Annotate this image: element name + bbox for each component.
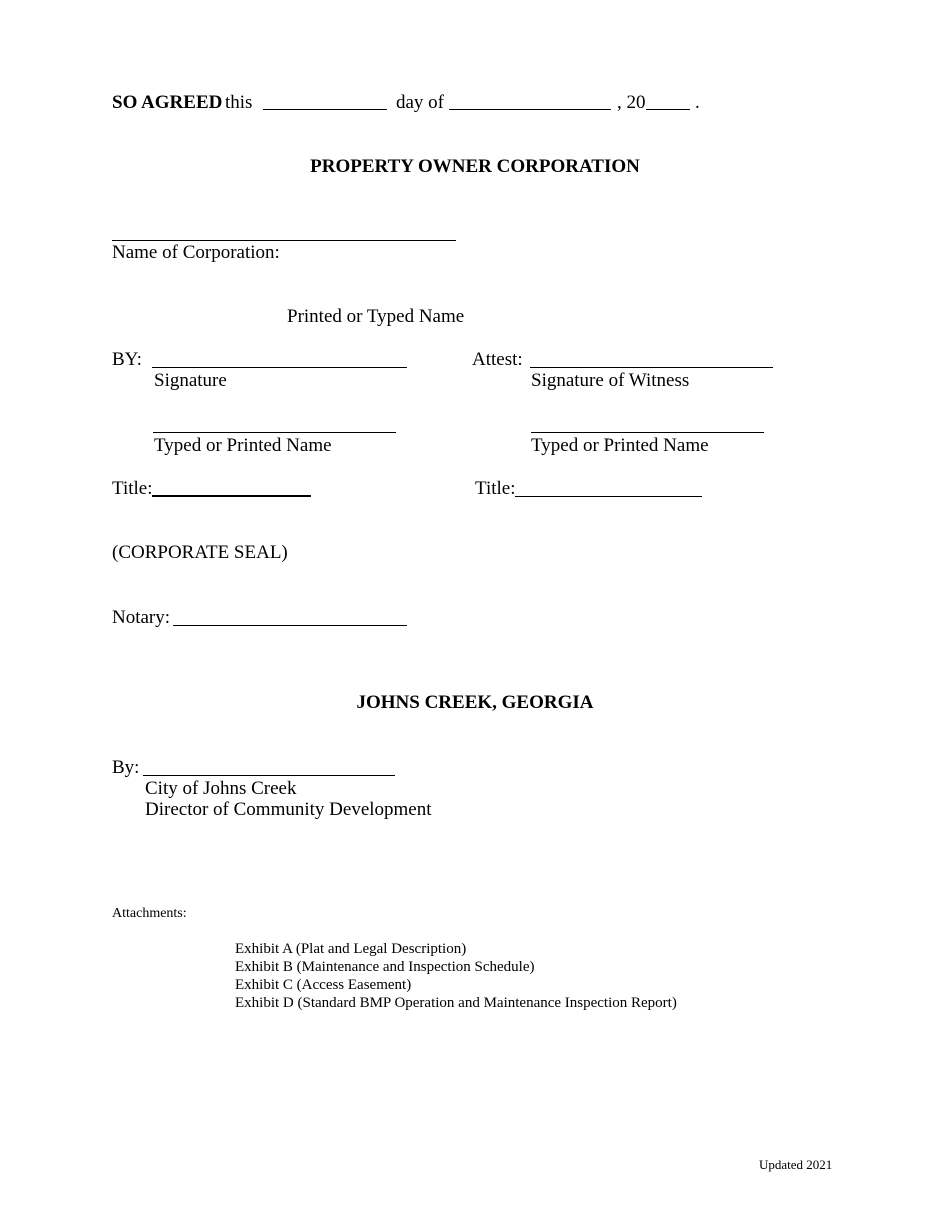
attachments-label: Attachments: (112, 906, 187, 921)
owner-typed-name-label: Typed or Printed Name (154, 435, 332, 456)
owner-printed-name-blank[interactable] (153, 432, 396, 433)
signature-label: Signature (154, 370, 227, 391)
notary-blank[interactable] (173, 625, 407, 626)
witness-signature-blank[interactable] (530, 367, 773, 368)
director-title-text: Director of Community Development (145, 799, 432, 820)
period-text: . (695, 92, 700, 113)
year-blank[interactable] (646, 109, 690, 110)
by-label: BY: (112, 349, 142, 370)
owner-signature-blank[interactable] (152, 367, 407, 368)
city-by-label: By: (112, 757, 140, 778)
witness-printed-name-blank[interactable] (531, 432, 764, 433)
attest-label: Attest: (472, 349, 523, 370)
attachment-item: Exhibit C (Access Easement) (235, 977, 412, 993)
title-right-label: Title: (475, 478, 516, 499)
this-text: this (225, 92, 253, 113)
property-owner-heading: PROPERTY OWNER CORPORATION (310, 156, 640, 177)
witness-typed-name-label: Typed or Printed Name (531, 435, 709, 456)
name-of-corporation-label: Name of Corporation: (112, 242, 280, 263)
corporation-name-blank[interactable] (112, 240, 456, 241)
attachment-item: Exhibit D (Standard BMP Operation and Maintenance Inspection Report) (235, 995, 677, 1011)
so-agreed-text: SO AGREED (112, 92, 223, 113)
title-left-blank[interactable] (152, 495, 311, 497)
johns-creek-heading: JOHNS CREEK, GEORGIA (356, 692, 594, 713)
title-right-blank[interactable] (515, 496, 702, 497)
corporate-seal-text: (CORPORATE SEAL) (112, 542, 288, 563)
year-prefix-text: , 20 (617, 92, 646, 113)
day-of-text: day of (396, 92, 445, 113)
updated-footer: Updated 2021 (759, 1157, 833, 1172)
notary-label: Notary: (112, 607, 171, 628)
attachment-item: Exhibit B (Maintenance and Inspection Schedule) (235, 959, 535, 975)
city-signature-blank[interactable] (143, 775, 395, 776)
month-blank[interactable] (449, 109, 611, 110)
signature-of-witness-label: Signature of Witness (531, 370, 690, 391)
attachment-item: Exhibit A (Plat and Legal Description) (235, 941, 467, 957)
day-blank[interactable] (263, 109, 387, 110)
city-name-text: City of Johns Creek (145, 778, 297, 799)
title-left-label: Title: (112, 478, 153, 499)
printed-or-typed-name-label: Printed or Typed Name (287, 306, 465, 327)
